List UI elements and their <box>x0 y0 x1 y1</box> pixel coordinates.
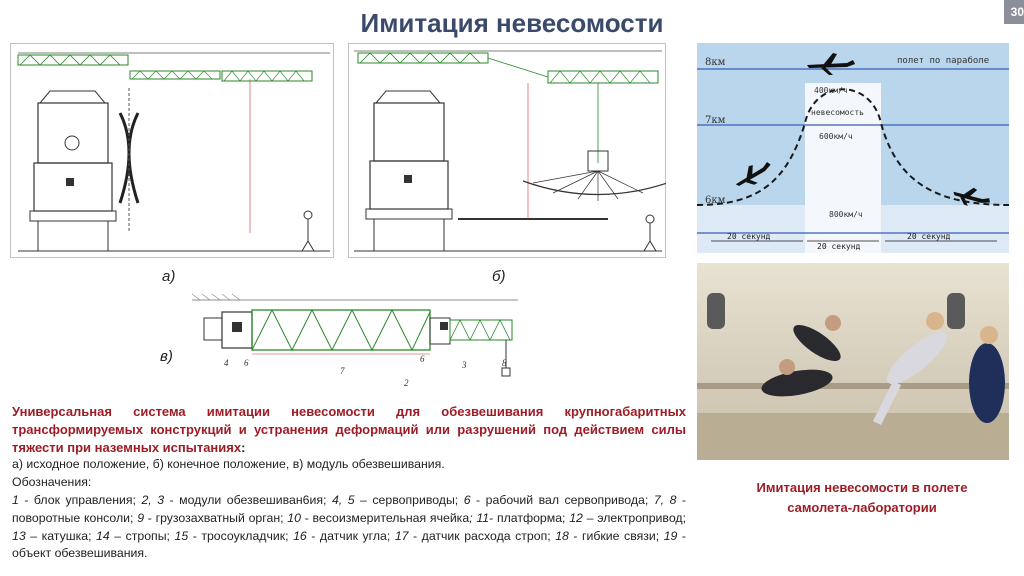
speed-mid-label: 600км/ч <box>819 132 853 141</box>
figure-b-drawing <box>348 43 666 258</box>
weightless-label: невесомость <box>811 108 864 117</box>
caption-subtitle: а) исходное положение, б) конечное положение, в) модуль обезвешивания. <box>12 457 445 472</box>
altitude-label: 6км <box>705 195 726 206</box>
segment-label: 20 секунд <box>817 242 861 251</box>
speed-bottom-label: 800км/ч <box>829 210 863 219</box>
caption-legend: 1 - блок управления; 2, 3 - модули обезвешиван6ия; 4, 5 – сервоприводы; 6 - рабочий вал сервопривода; 7, 8 - поворотные консоли; 9 - грузозахватный орган; 10 - весоизмерительная ячейка; 11- платформа; 12 – электропривод; 13 – катушка; 14 – стропы; 15 - тросоукладчик; 16 - датчик угла; 17 - датчик расхода строп; 18 - гибкие связи; 19 - объект обезвешивания. <box>12 492 687 561</box>
figure-a-drawing <box>10 43 334 258</box>
figure-v-svg <box>190 290 520 390</box>
parabola-svg <box>697 43 1009 253</box>
altitude-label: 8км <box>705 57 726 68</box>
callout-number: 2 <box>404 378 409 388</box>
callout-number: 3 <box>462 360 467 370</box>
parabola-flight-diagram <box>697 43 1009 253</box>
caption-notation-label: Обозначения: <box>12 475 92 490</box>
callout-number: 8 <box>502 358 507 368</box>
callout-number: 7 <box>340 366 345 376</box>
callout-number: 4 <box>224 358 229 368</box>
caption-heading: Универсальная система имитации невесомости для обезвешивания крупногабаритных трансформируемых конструкций и устранения деформаций или разрушений под действием силы тяжести при наземных испытаниях: <box>12 404 686 455</box>
parabola-top-label: полет по параболе <box>897 56 990 66</box>
page-number-badge: 30 <box>1004 0 1024 24</box>
callout-number: 6 <box>244 358 249 368</box>
cabin-photo-svg <box>697 263 1009 460</box>
slide-title: Имитация невесомости <box>360 8 664 38</box>
segment-label: 20 секунд <box>727 232 771 241</box>
figure-v-label: в) <box>160 348 173 365</box>
figure-a-svg <box>10 43 334 258</box>
weightless-cabin-photo <box>697 263 1009 460</box>
speed-top-label: 400км/ч <box>814 86 848 95</box>
altitude-label: 7км <box>705 115 726 126</box>
figure-b-svg <box>348 43 666 258</box>
callout-number: 6 <box>420 354 425 364</box>
figure-v-drawing <box>190 290 520 390</box>
segment-label: 20 секунд <box>907 232 951 241</box>
right-caption: Имитация невесомости в полете самолета-лаборатории <box>756 480 968 515</box>
figure-a-label: а) <box>162 268 176 285</box>
figure-caption <box>12 403 686 563</box>
figure-b-label: б) <box>492 268 506 285</box>
